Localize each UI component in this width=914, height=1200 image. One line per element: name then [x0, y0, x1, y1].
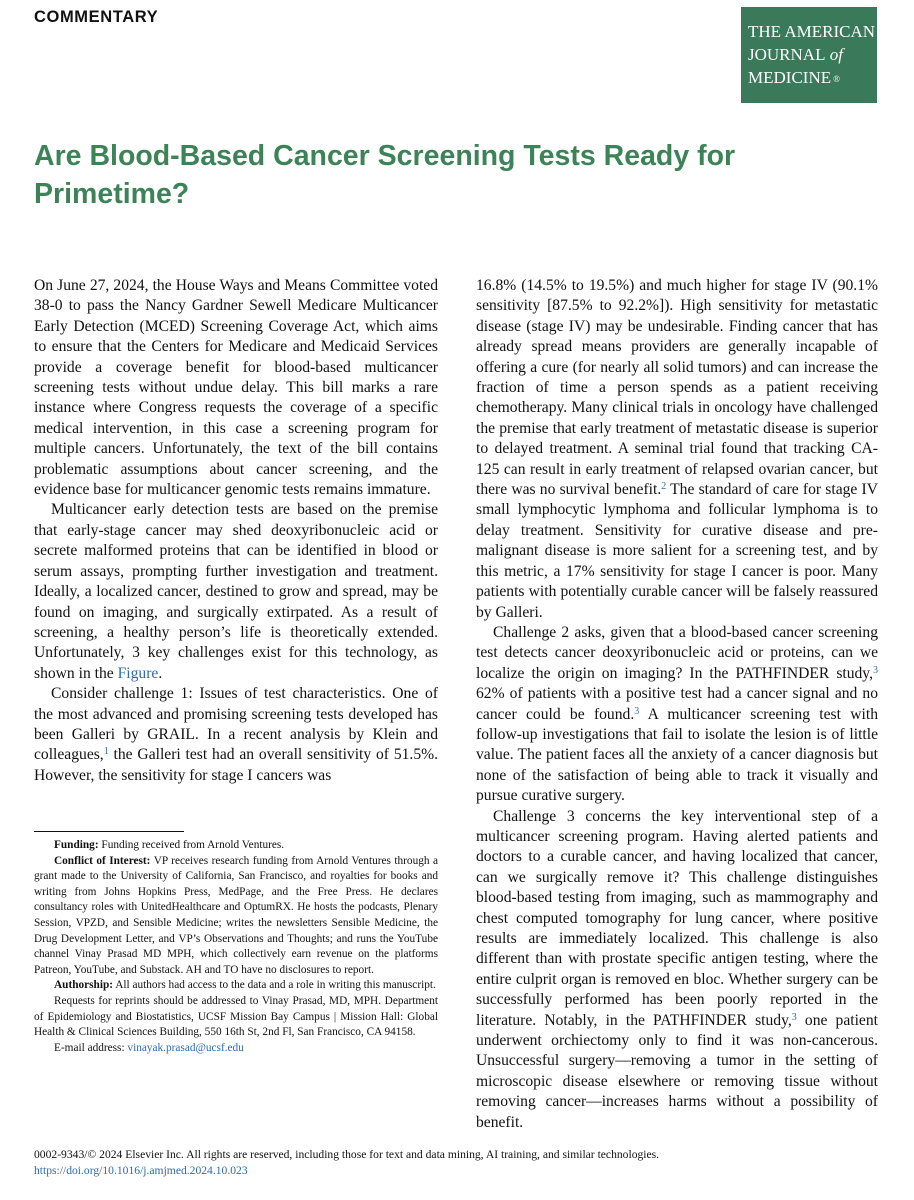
footnotes: [34, 838, 438, 1056]
article-title: Are Blood-Based Cancer Screening Tests Ready for Primetime?: [34, 140, 736, 210]
figure-link[interactable]: Figure: [117, 664, 159, 682]
funding-note: Funding: Funding received from Arnold Ventures.: [54, 839, 285, 851]
journal-logo-line-2: JOURNAL of: [748, 45, 843, 64]
reference-link-3[interactable]: 3: [791, 1011, 797, 1023]
reference-link-3[interactable]: 3: [634, 705, 640, 717]
reference-link-3[interactable]: 3: [873, 664, 878, 676]
paragraph-challenge-3: Challenge 3 concerns the key interventional step of a multicancer screening program. Having alerted patients and doctors to a curable cancer, and having localized that cancer, can we surgically remove it? This challenge distinguishes blood-based testing from imaging, such as mammography and chest computed tomography for lung cancer, where positive results are immediately localized. This challenge is also different than with prostate specific antigen testing, where the entire culprit organ is removed en bloc. Whether surgery can be successfully performed has been poorly reported in the literature. Notably, in the PATHFINDER study,$^3$ one patient underwent orchiectomy only to find it was non-cancerous. Unsuccessful surgery—removing a tumor in the setting of microscopic disease elsewhere or removing tissue without removing cancer—increases harms without a possibility of benefit.: [476, 807, 878, 1131]
right-column: [476, 276, 878, 1133]
email-note: E-mail address: vinayak.prasad@ucsf.edu: [54, 1041, 244, 1054]
section-label: COMMENTARY: [34, 8, 159, 26]
copyright-line: 0002-9343/© 2024 Elsevier Inc. All rights are reserved, including those for text and data mining, AI training, and similar technologies.: [34, 1148, 660, 1161]
journal-logo-line-3: MEDICINE ®: [748, 68, 840, 87]
reference-link-2[interactable]: 2: [661, 481, 667, 493]
journal-logo: [741, 7, 877, 103]
journal-logo-line-1: THE AMERICAN: [748, 22, 876, 41]
footnote-divider: [34, 831, 184, 832]
conflict-of-interest-note: Conflict of Interest: VP receives research funding from Arnold Ventures through a grant made to the University of California, San Francisco, and royalties for books and writing from Johns Hopkins Press, MedPage, and the Free Press. He declares consultancy roles with UnitedHealthcare and OptumRX. He hosts the podcasts, Plenary Session, VPZD, and Sensible Medicine; writes the newsletters Sensible Medicine, the Drug Development Letter, and VP’s Observations and Thoughts; and runs the YouTube channel Vinay Prasad MD MPH, which collectively earn revenue on the platforms Patreon, YouTube, and Substack. AH and TO have no disclosures to report.: [34, 854, 438, 976]
publication-info: [34, 1147, 884, 1179]
reference-link-1[interactable]: 1: [103, 746, 109, 758]
left-column: [34, 276, 438, 786]
paragraph-mced-premise: Multicancer early detection tests are based on the premise that early-stage cancer may shed deoxyribonucleic acid or secrete malformed proteins that can be identified in blood or serum assays, prompting further investigation and treatment. Ideally, a localized cancer, destined to grow and spread, may be found on imaging, and surgically extirpated. As a result of screening, a healthy person’s life is theoretically extended. Unfortunately, 3 key challenges exist for this technology, as shown in the Figure.: [34, 501, 438, 682]
doi-link[interactable]: https://doi.org/10.1016/j.amjmed.2024.10.023: [34, 1164, 248, 1177]
email-link[interactable]: vinayak.prasad@ucsf.edu: [127, 1041, 244, 1054]
reprints-note: Requests for reprints should be addressed to Vinay Prasad, MD, MPH. Department of Epidemiology and Biostatistics, UCSF Mission Bay Campus | Mission Hall: Global Health & Clinical Sciences Building, 550 16th St, 2nd Fl, San Francisco, CA 94158.: [34, 994, 438, 1039]
paragraph-challenge-2: Challenge 2 asks, given that a blood-based cancer screening test detects cancer deoxyribonucleic acid or proteins, can we localize the origin on imaging? In the PATHFINDER study,$^3$ 62% of patients with a positive test had a cancer signal and no cancer could be found.$^3$ A multicancer screening test with follow-up investigations that fail to isolate the lesion is of little value. The patient faces all the anxiety of a cancer diagnosis but none of the satisfaction of being able to track it visually and pursue curative surgery.: [476, 623, 878, 805]
paragraph-intro: On June 27, 2024, the House Ways and Means Committee voted 38-0 to pass the Nancy Gardner Sewell Medicare Multicancer Early Detection (MCED) Screening Coverage Act, which aims to ensure that the Centers for Medicare and Medicaid Services provide a coverage benefit for blood-based multicancer screening tests without undue delay. This bill marks a rare instance where Congress requests the coverage of a specific medical intervention, in this case a screening program for multiple cancers. Unfortunately, the text of the bill contains problematic assumptions about cancer screening, and the evidence base for multicancer genomic tests remains immature.: [34, 277, 438, 499]
paragraph-sensitivity: 16.8% (14.5% to 19.5%) and much higher for stage IV (90.1% sensitivity [87.5% to 92.2%]). High sensitivity for metastatic disease (stage IV) may be undesirable. Finding cancer that has already spread means providers are generally incapable of offering a cure (for nearly all solid tumors) and can increase the fraction of time a person spends as a patient receiving chemotherapy. Many clinical trials in oncology have challenged the premise that early treatment of metastatic disease is superior to delayed treatment. A seminal trial found that tracking CA-125 can result in early treatment of relapsed ovarian cancer, but there was no survival benefit.$^2$ The standard of care for stage IV small lymphocytic lymphoma and follicular lymphoma is to delay treatment. Sensitivity for curative disease and pre-malignant disease is more salient for a screening test, and by this metric, a 17% sensitivity for stage I cancer is poor. Many patients with potentially curable cancer will be falsely reassured by Galleri.: [476, 277, 878, 621]
paragraph-challenge-1: Consider challenge 1: Issues of test characteristics. One of the most advanced and promising screening tests developed has been Galleri by GRAIL. In a recent analysis by Klein and colleagues,$^1$ the Galleri test had an overall sensitivity of 51.5%. However, the sensitivity for stage I cancers was: [34, 685, 438, 784]
authorship-note: Authorship: All authors had access to the data and a role in writing this manuscript.: [54, 979, 436, 992]
